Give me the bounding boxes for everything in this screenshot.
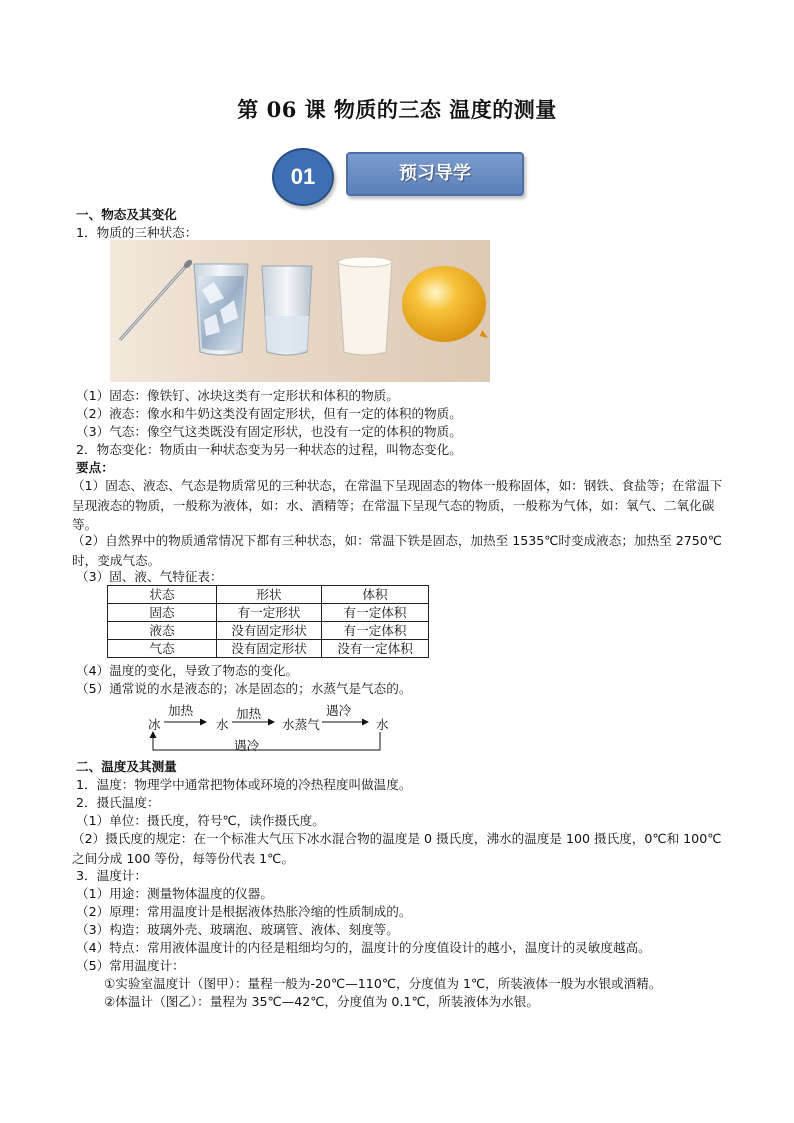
state-gas: （3）气态：像空气这类既没有固定形状，也没有一定的体积的物质。 (76, 424, 462, 439)
table-cell: 没有固定形状 (217, 640, 322, 658)
state-change-diagram (146, 700, 396, 755)
diagram-vapor: 水蒸气 (282, 717, 320, 732)
table-header-cell: 体积 (322, 586, 429, 604)
table-cell: 有一定体积 (322, 622, 429, 640)
diagram-cool-2: 遇冷 (234, 738, 260, 753)
section2-item3-5b: ②体温计（图乙）：量程为 35℃—42℃，分度值为 0.1℃，所装液体为水银。 (104, 994, 539, 1009)
section2-item2: 2．摄氏温度： (76, 795, 160, 810)
table-header-cell: 状态 (108, 586, 217, 604)
section-badge (272, 148, 524, 202)
section2-item3-2: （2）原理：常用温度计是根据液体热胀冷缩的性质制成的。 (76, 904, 412, 919)
table-cell: 液态 (108, 622, 217, 640)
badge-number: 01 (272, 148, 334, 206)
arrow-water-to-ice (153, 732, 380, 750)
table-row (108, 622, 429, 640)
table-cell: 固态 (108, 604, 217, 622)
section2-item3-1: （1）用途：测量物体温度的仪器。 (76, 886, 273, 901)
section2-item2-2: （2）摄氏度的规定：在一个标准大气压下冰水混合物的温度是 0 摄氏度，沸水的温度是 100 摄氏度，0℃和 100℃之间分成 100 等份，每等份代表 1℃。 (72, 831, 722, 866)
badge-label: 预习导学 (346, 152, 524, 196)
table-header-cell: 形状 (217, 586, 322, 604)
ice-glass-image (194, 264, 248, 355)
balloon-image (402, 266, 488, 342)
state-solid: （1）固态：像铁钉、冰块这类有一定形状和体积的物质。 (76, 388, 399, 403)
water-glass-image (262, 266, 312, 355)
point-3: （3）固、液、气特征表： (76, 569, 223, 584)
section1-heading: 一、物态及其变化 (76, 207, 177, 222)
nail-image (120, 258, 194, 340)
point-2: （2）自然界中的物质通常情况下都有三种状态，如：常温下铁是固态，加热至 1535℃时变成液态；加热至 2750℃时，变成气态。 (72, 533, 722, 568)
section1-item1: 1．物质的三种状态： (76, 225, 198, 240)
diagram-water: 水 (216, 717, 229, 732)
section2-item3-4: （4）特点：常用液体温度计的内径是粗细均匀的，温度计的分度值设计的越小，温度计的灵敏度越高。 (76, 940, 651, 955)
diagram-ice: 冰 (148, 717, 161, 732)
diagram-water-2: 水 (376, 717, 389, 732)
table-cell: 气态 (108, 640, 217, 658)
section2-item1: 1．温度：物理学中通常把物体或环境的冷热程度叫做温度。 (76, 777, 412, 792)
section2-item3-5a: ①实验室温度计（图甲）：量程一般为-20℃—110℃，分度值为 1℃，所装液体一般为水银或酒精。 (104, 976, 662, 991)
diagram-heat-1: 加热 (168, 703, 194, 718)
milk-glass-image (338, 257, 392, 355)
table-cell: 没有一定体积 (322, 640, 429, 658)
section2-item3: 3．温度计： (76, 868, 147, 883)
page-title: 第 06 课 物质的三态 温度的测量 (237, 97, 557, 122)
section2-item3-5: （5）常用温度计： (76, 958, 185, 973)
section2-item2-1: （1）单位：摄氏度，符号℃，读作摄氏度。 (76, 813, 325, 828)
section1-item2: 2．物态变化：物质由一种状态变为另一种状态的过程，叫物态变化。 (76, 442, 462, 457)
table-cell: 没有固定形状 (217, 622, 322, 640)
point-5: （5）通常说的水是液态的；冰是固态的；水蒸气是气态的。 (76, 681, 412, 696)
point-4: （4）温度的变化，导致了物态的变化。 (76, 663, 299, 678)
point-1: （1）固态、液态、气态是物质常见的三种状态，在常温下呈现固态的物体一般称固体，如：钢铁、食盐等；在常温下呈现液态的物质，一般称为液体，如：水、酒精等；在常温下呈现气态的物质，一般称为气体，如：氧气、二氧化碳等。 (72, 478, 723, 532)
state-liquid: （2）液态：像水和牛奶这类没有固定形状，但有一定的体积的物质。 (76, 406, 462, 421)
diagram-cool-1: 遇冷 (326, 703, 352, 718)
table-cell: 有一定形状 (217, 604, 322, 622)
state-features-table (107, 585, 429, 658)
points-heading: 要点： (76, 460, 114, 475)
three-states-photo (110, 240, 490, 382)
table-cell: 有一定体积 (322, 604, 429, 622)
table-row (108, 640, 429, 658)
section2-item3-3: （3）构造：玻璃外壳、玻璃泡、玻璃管、液体、刻度等。 (76, 922, 399, 937)
section2-heading: 二、温度及其测量 (76, 759, 177, 774)
table-row (108, 604, 429, 622)
diagram-heat-2: 加热 (236, 706, 262, 721)
table-header-row (108, 586, 429, 604)
